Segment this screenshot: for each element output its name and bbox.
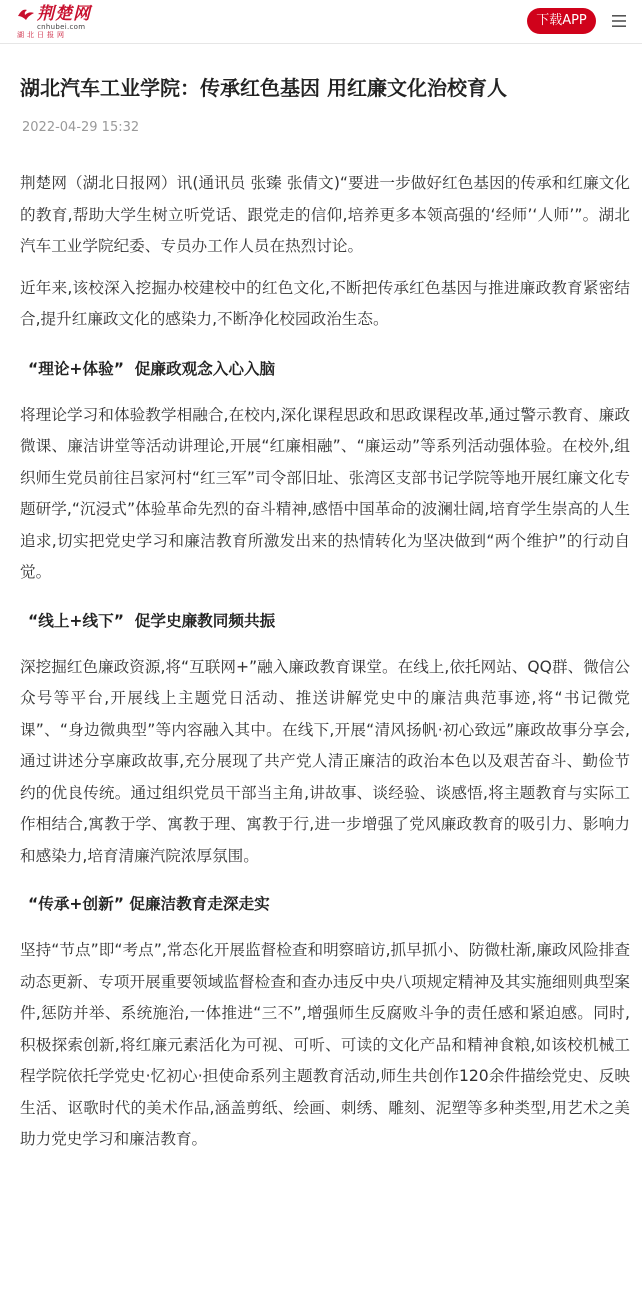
logo-name: 荆楚网 [37,4,91,24]
publish-date: 2022-04-29 15:32 [22,120,140,135]
paragraph: 近年来,该校深入挖掘办校建校中的红色文化,不断把传承红色基因与推进廉政教育紧密结合,提升红廉政文化的感染力,不断净化校园政治生态。 [20,278,630,328]
article-title: 湖北汽车工业学院：传承红色基因 用红廉文化治校育人 [20,76,507,100]
logo-mark-icon [17,7,35,21]
section-heading: “理论+体验” 促廉政观念入心入脑 [28,359,276,378]
logo-subtitle: 湖北日报网 [17,31,67,39]
section-heading: “传承+创新” 促廉洁教育走深走实 [28,895,270,913]
download-app-button[interactable]: 下载APP [527,8,596,34]
article-body [20,168,630,1156]
paragraph: 深挖掘红色廉政资源,将“互联网+”融入廉政教育课堂。在线上,依托网站、QQ群、微信公众号等平台,开展线上主题党日活动、推送讲解党史中的廉洁典范事迹,将“书记微党课”、“身边微典型”等内容融入其中。在线下,开展“清风扬帆·初心致远”廉政故事分享会,通过讲述分享廉政故事,充分展现了共产党人清正廉洁的政治本色以及艰苦奋斗、勤俭节约的优良传统。通过组织党员干部当主角,讲故事、谈经验、谈感悟,将主题教育与实际工作相结合,寓教于学、寓教于理、寓教于行,进一步增强了党风廉政教育的吸引力、影响力和感染力,培育清廉汽院浓厚氛围。 [20,657,630,865]
paragraph: 荆楚网（湖北日报网）讯(通讯员 张臻 张倩文)“要进一步做好红色基因的传承和红廉文化的教育,帮助大学生树立听党话、跟党走的信仰,培养更多本领高强的‘经师’‘人师’”。湖北汽车工业学院纪委、专员办工作人员在热烈讨论。 [20,174,630,255]
site-logo[interactable] [17,5,97,39]
paragraph: 将理论学习和体验教学相融合,在校内,深化课程思政和思政课程改革,通过警示教育、廉政微课、廉洁讲堂等活动讲理论,开展“红廉相融”、“廉运动”等系列活动强体验。在校外,组织师生党员前往吕家河村“红三军”司令部旧址、张湾区支部书记学院等地开展红廉文化专题研学,“沉浸式”体验革命先烈的奋斗精神,感悟中国革命的波澜壮阔,培育学生崇高的人生追求,切实把党史学习和廉洁教育所激发出来的热情转化为坚决做到“两个维护”的行动自觉。 [20,405,630,581]
logo-domain: cnhubei.com [37,23,86,31]
section-heading: “线上+线下” 促学史廉教同频共振 [28,611,276,630]
paragraph: 坚持“节点”即“考点”,常态化开展监督检查和明察暗访,抓早抓小、防微杜渐,廉政风险排查动态更新、专项开展重要领域监督检查和查办违反中央八项规定精神及其实施细则典型案件,惩防并举、系统施治,一体推进“三不”,增强师生反腐败斗争的责任感和紧迫感。同时,积极探索创新,将红廉元素活化为可视、可听、可读的文化产品和精神食粮,如该校机械工程学院依托学党史·忆初心·担使命系列主题教育活动,师生共创作120余件描绘党史、反映生活、讴歌时代的美术作品,涵盖剪纸、绘画、刺绣、雕刻、泥塑等多种类型,用艺术之美助力党史学习和廉洁教育。 [20,941,630,1148]
top-header [0,0,642,44]
menu-icon[interactable] [611,13,627,29]
